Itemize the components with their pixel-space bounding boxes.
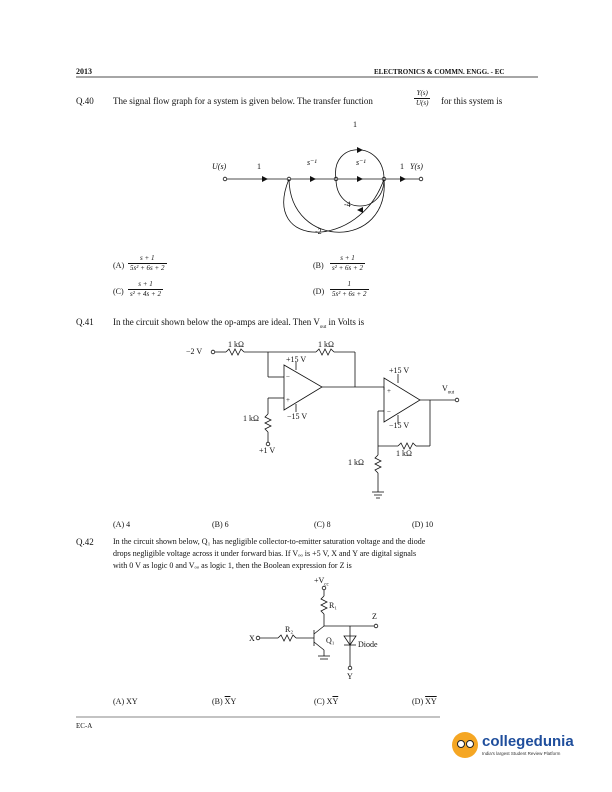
- opamp1-negative-supply: −15 V: [287, 412, 308, 421]
- sfg-input-label: U(s): [212, 162, 227, 171]
- option-c-label: (C): [113, 287, 124, 296]
- sfg-output-label: Y(s): [410, 162, 423, 171]
- question-text-end: in Volts is: [326, 317, 365, 327]
- resistor-input-label: 1 kΩ: [228, 340, 244, 349]
- option-expr-overlined: $\overline{Y}$: [332, 697, 339, 706]
- option-expr: XY: [126, 697, 138, 706]
- sfg-gain-4: 1: [400, 162, 404, 171]
- option-b-label: (B): [313, 261, 324, 270]
- sfg-loop-top-gain: 1: [353, 120, 357, 129]
- resistor-feedback-label: 1 kΩ: [318, 340, 334, 349]
- input-y-label: Y: [347, 672, 353, 681]
- fraction-numerator: Y(s): [414, 89, 430, 99]
- bias-voltage-label: +1 V: [259, 446, 276, 455]
- resistor-bias-label: 1 kΩ: [243, 414, 259, 423]
- question-number: Q.40: [76, 96, 94, 106]
- option-label: (D): [412, 697, 426, 706]
- resistor-feedback2-label: 1 kΩ: [396, 449, 412, 458]
- header-year: 2013: [76, 67, 92, 76]
- resistor-r2-label: R₂: [285, 625, 294, 634]
- option-expr-post: Y: [230, 697, 237, 706]
- header-subject: ELECTRONICS & COMMN. ENGG. - EC: [374, 68, 505, 76]
- sfg-gain-3: s⁻¹: [356, 158, 366, 167]
- vcc-text: +V: [314, 576, 325, 585]
- option-expr-overlined: $\overline{X}$: [224, 697, 231, 706]
- option-d: (D) 10: [412, 520, 434, 529]
- question-text-end: for this system is: [441, 96, 503, 106]
- question-line-3: with 0 V as logic 0 and Vₒₒ as logic 1, then the Boolean expression for Z is: [113, 561, 352, 570]
- resistor-r1-label: R₁: [329, 601, 338, 610]
- option-b: [212, 697, 236, 706]
- fraction-numerator: s + 1: [330, 254, 365, 264]
- vout-sub: out: [447, 390, 455, 396]
- sfg-gain-1: 1: [257, 162, 261, 171]
- option-label: (A): [113, 697, 127, 706]
- opamp2-negative-supply: −15 V: [389, 421, 410, 430]
- circuit-input-voltage: −2 V: [186, 347, 203, 356]
- diode-label: Diode: [358, 640, 378, 649]
- fraction-denominator: U(s): [416, 99, 429, 107]
- fraction-denominator: 5s² + 6s + 2: [332, 290, 367, 298]
- question-text-sub: out: [319, 324, 327, 330]
- option-c: [314, 697, 338, 706]
- question-number: Q.42: [76, 537, 94, 547]
- option-c: (C) 8: [314, 520, 331, 529]
- owl-logo-icon: [452, 732, 478, 758]
- option-a-label: (A): [113, 261, 125, 270]
- svg-text:+: +: [286, 396, 290, 404]
- output-z-label: Z: [372, 612, 377, 621]
- question-text-main: In the circuit shown below the op-amps are ideal. Then V: [113, 317, 320, 327]
- option-a: [113, 697, 138, 706]
- option-a: (A) 4: [113, 520, 131, 529]
- svg-text:−: −: [286, 373, 290, 381]
- option-expr-overlined: $\overline{XY}$: [425, 697, 437, 706]
- opamp1-positive-supply: +15 V: [286, 355, 307, 364]
- option-d: [412, 697, 437, 706]
- input-x-label: X: [249, 634, 255, 643]
- brand-name: collegedunia: [482, 733, 574, 750]
- fraction-denominator: 5s² + 6s + 2: [130, 264, 165, 272]
- sfg-loop-a-gain: -4: [344, 200, 351, 209]
- question-text: The signal flow graph for a system is given below. The transfer function: [113, 96, 373, 106]
- opamp2-positive-supply: +15 V: [389, 366, 410, 375]
- vout-text: V: [442, 384, 448, 393]
- resistor-ground-label: 1 kΩ: [348, 458, 364, 467]
- vcc-label: [314, 576, 329, 588]
- fraction-denominator: s² + 6s + 2: [332, 264, 363, 272]
- fraction-numerator: s + 1: [128, 280, 163, 290]
- footer-code: EC-A: [76, 722, 93, 730]
- sfg-gain-2: s⁻¹: [307, 158, 317, 167]
- svg-text:−: −: [387, 408, 391, 416]
- transistor-q1-label: Q₁: [326, 636, 335, 645]
- option-expr-pre: X: [326, 697, 333, 706]
- option-label: (C): [314, 697, 327, 706]
- question-line-2: drops negligible voltage across it under forward bias. If Vₒₒ is +5 V, X and Y are digital signals: [113, 549, 417, 558]
- option-b: (B) 6: [212, 520, 229, 529]
- question-number: Q.41: [76, 317, 94, 327]
- sfg-loop-b-gain: -2: [315, 227, 322, 236]
- brand-tagline: India's largest Student Review Platform: [482, 751, 561, 756]
- svg-text:+: +: [387, 387, 391, 395]
- option-label: (B): [212, 697, 225, 706]
- vcc-sub: cc: [324, 582, 329, 588]
- option-d-label: (D): [313, 287, 325, 296]
- fraction-denominator: s² + 4s + 2: [130, 290, 161, 298]
- question-line-1: In the circuit shown below, Q₁ has negligible collector-to-emitter saturation voltage and the diode: [113, 537, 426, 546]
- fraction-numerator: 1: [330, 280, 369, 290]
- fraction-numerator: s + 1: [128, 254, 167, 264]
